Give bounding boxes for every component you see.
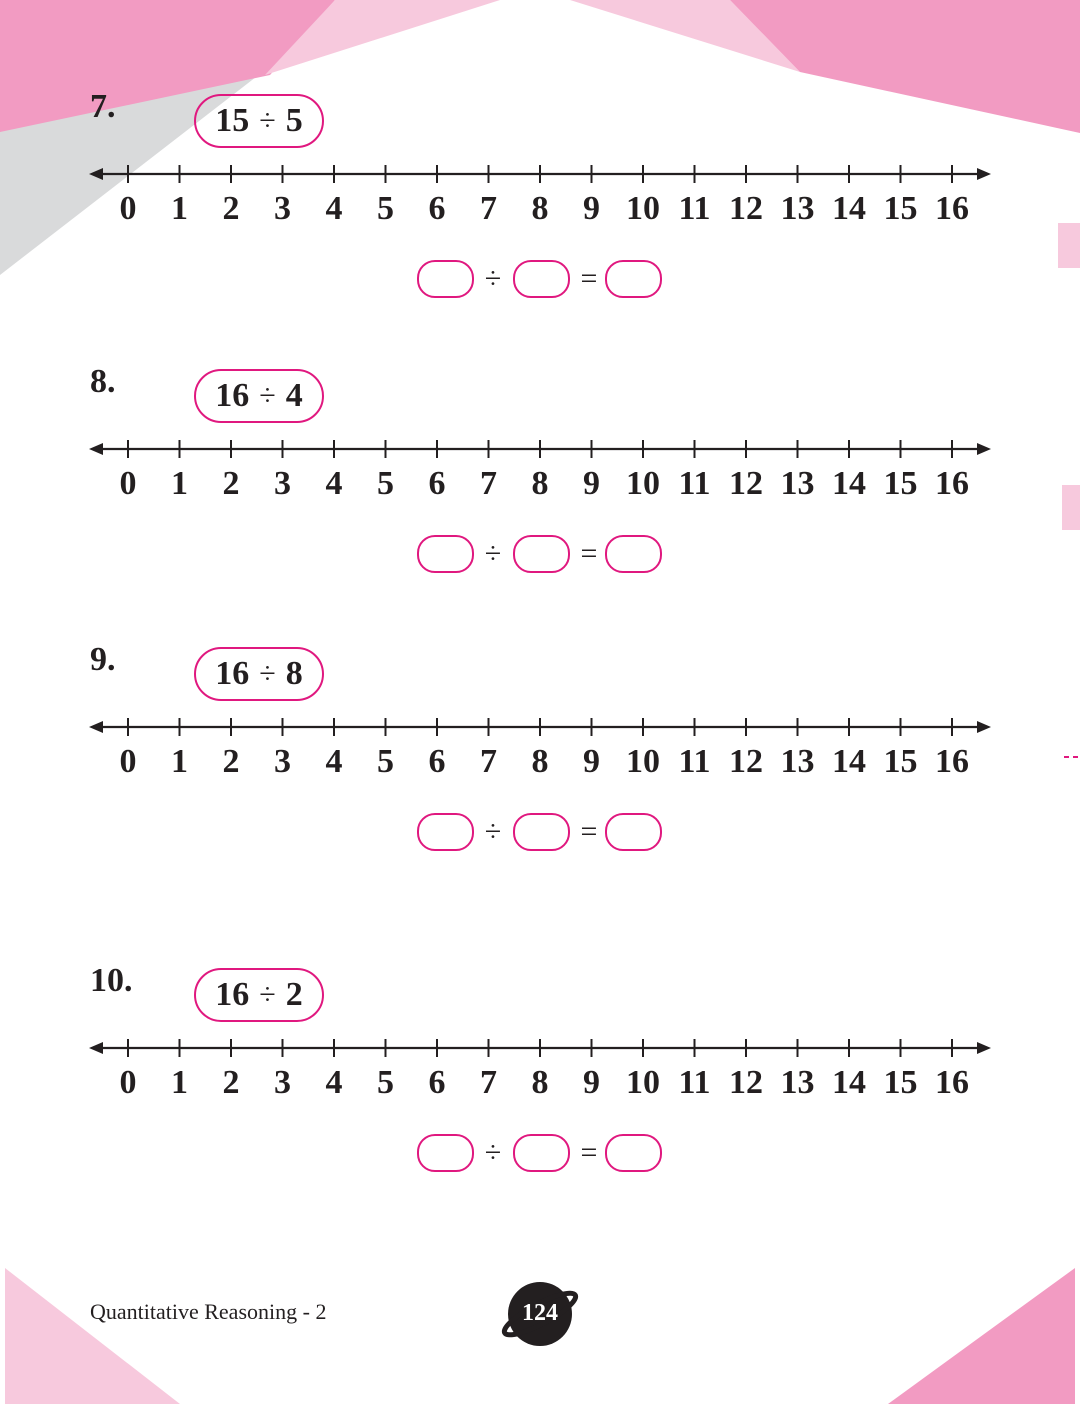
tick-label: 8 — [531, 743, 549, 780]
tick-label: 3 — [274, 465, 291, 502]
answer-divide-symbol: ÷ — [484, 262, 502, 295]
tick-label: 7 — [480, 743, 497, 780]
division-symbol: ÷ — [259, 104, 276, 137]
tick-label: 6 — [428, 743, 446, 780]
tick-label: 10 — [626, 190, 660, 227]
tick-label: 10 — [626, 1064, 660, 1101]
tick-label: 4 — [325, 190, 343, 227]
division-expression — [194, 968, 324, 1022]
tick-label: 9 — [583, 465, 600, 502]
division-expression — [194, 647, 324, 701]
tick-label: 6 — [428, 190, 446, 227]
answer-box-dividend[interactable] — [417, 813, 474, 851]
answer-divide-symbol: ÷ — [484, 1136, 502, 1169]
tick-label: 9 — [583, 1064, 600, 1101]
answer-divide-symbol: ÷ — [484, 815, 502, 848]
tick-label: 14 — [832, 190, 866, 227]
tick-label: 13 — [780, 1064, 815, 1101]
tick-label: 16 — [935, 465, 969, 502]
question-number: 9. — [90, 641, 116, 678]
number-line — [0, 439, 1080, 509]
answer-equals-symbol: = — [580, 537, 598, 570]
tick-label: 0 — [119, 743, 137, 780]
answer-box-quotient[interactable] — [605, 813, 662, 851]
divisor: 8 — [285, 655, 303, 692]
right-arrow-icon — [977, 168, 991, 180]
division-expression — [194, 94, 324, 148]
tick-label: 15 — [883, 1064, 918, 1101]
tick-label: 1 — [171, 1064, 188, 1101]
tick-label: 13 — [780, 190, 815, 227]
answer-box-divisor[interactable] — [513, 260, 570, 298]
tick-label: 3 — [274, 1064, 291, 1101]
tick-label: 14 — [832, 1064, 866, 1101]
tick-label: 11 — [678, 465, 711, 502]
tick-label: 1 — [171, 465, 188, 502]
tick-label: 16 — [935, 190, 969, 227]
tick-label: 5 — [377, 1064, 394, 1101]
tick-label: 8 — [531, 465, 549, 502]
tick-label: 6 — [428, 1064, 446, 1101]
tick-label: 8 — [531, 190, 549, 227]
tick-label: 7 — [480, 1064, 497, 1101]
dividend: 16 — [215, 655, 250, 692]
tick-label: 15 — [883, 190, 918, 227]
tick-label: 10 — [626, 743, 660, 780]
number-line-axis — [0, 717, 1080, 741]
divisor: 5 — [285, 102, 303, 139]
question-number: 8. — [90, 363, 116, 400]
decor-pink-bottom-right — [888, 1268, 1075, 1404]
dividend: 15 — [215, 102, 250, 139]
tick-label: 5 — [377, 190, 394, 227]
tick-label: 2 — [222, 190, 240, 227]
division-symbol: ÷ — [259, 657, 276, 690]
answer-box-dividend[interactable] — [417, 535, 474, 573]
tick-label: 12 — [729, 190, 763, 227]
tick-label: 4 — [325, 1064, 343, 1101]
answer-box-dividend[interactable] — [417, 1134, 474, 1172]
tick-label: 14 — [832, 465, 866, 502]
decor-light-pink-bottom-left — [5, 1268, 180, 1404]
problem-9 — [0, 643, 1080, 853]
division-expression — [194, 369, 324, 423]
tick-label: 11 — [678, 743, 711, 780]
tick-label: 0 — [119, 465, 137, 502]
tick-label: 12 — [729, 465, 763, 502]
tick-label: 0 — [119, 190, 137, 227]
answer-equals-symbol: = — [580, 262, 598, 295]
tick-label: 3 — [274, 743, 291, 780]
answer-box-divisor[interactable] — [513, 813, 570, 851]
number-line-axis — [0, 439, 1080, 463]
number-line-axis — [0, 164, 1080, 188]
number-line — [0, 717, 1080, 787]
number-line-axis — [0, 1038, 1080, 1062]
tick-label: 14 — [832, 743, 866, 780]
tick-label: 11 — [678, 190, 711, 227]
left-arrow-icon — [89, 168, 103, 180]
tick-label: 0 — [119, 1064, 137, 1101]
number-line — [0, 1038, 1080, 1108]
tick-label: 11 — [678, 1064, 711, 1101]
tick-label: 5 — [377, 743, 394, 780]
tick-label: 13 — [780, 465, 815, 502]
right-arrow-icon — [977, 721, 991, 733]
answer-divide-symbol: ÷ — [484, 537, 502, 570]
right-arrow-icon — [977, 443, 991, 455]
tick-label: 15 — [883, 465, 918, 502]
answer-row — [417, 260, 667, 298]
answer-box-quotient[interactable] — [605, 535, 662, 573]
problem-8 — [0, 365, 1080, 575]
tick-label: 4 — [325, 465, 343, 502]
tick-label: 2 — [222, 743, 240, 780]
left-arrow-icon — [89, 721, 103, 733]
number-line — [0, 164, 1080, 234]
division-symbol: ÷ — [259, 978, 276, 1011]
tick-label: 9 — [583, 190, 600, 227]
tick-label: 12 — [729, 1064, 763, 1101]
tick-label: 10 — [626, 465, 660, 502]
problem-7 — [0, 90, 1080, 300]
tick-label: 8 — [531, 1064, 549, 1101]
dividend: 16 — [215, 377, 250, 414]
tick-label: 3 — [274, 190, 291, 227]
question-number: 7. — [90, 88, 116, 125]
division-symbol: ÷ — [259, 379, 276, 412]
right-arrow-icon — [977, 1042, 991, 1054]
page-number: 124 — [522, 1300, 558, 1326]
answer-row — [417, 1134, 667, 1172]
left-arrow-icon — [89, 1042, 103, 1054]
answer-row — [417, 535, 667, 573]
left-arrow-icon — [89, 443, 103, 455]
book-title: Quantitative Reasoning - 2 — [90, 1299, 327, 1324]
tick-label: 1 — [171, 743, 188, 780]
tick-label: 7 — [480, 190, 497, 227]
divisor: 2 — [285, 976, 303, 1013]
tick-label: 5 — [377, 465, 394, 502]
answer-equals-symbol: = — [580, 815, 598, 848]
tick-label: 16 — [935, 743, 969, 780]
tick-label: 9 — [583, 743, 600, 780]
tick-label: 12 — [729, 743, 763, 780]
answer-box-quotient[interactable] — [605, 260, 662, 298]
divisor: 4 — [285, 377, 303, 414]
answer-equals-symbol: = — [580, 1136, 598, 1169]
tick-label: 1 — [171, 190, 188, 227]
answer-box-divisor[interactable] — [513, 1134, 570, 1172]
tick-label: 15 — [883, 743, 918, 780]
tick-label: 16 — [935, 1064, 969, 1101]
question-number: 10. — [90, 962, 133, 999]
answer-box-divisor[interactable] — [513, 535, 570, 573]
answer-box-quotient[interactable] — [605, 1134, 662, 1172]
dividend: 16 — [215, 976, 250, 1013]
tick-label: 7 — [480, 465, 497, 502]
page-number-badge — [500, 1280, 580, 1350]
tick-label: 13 — [780, 743, 815, 780]
answer-box-dividend[interactable] — [417, 260, 474, 298]
answer-row — [417, 813, 667, 851]
tick-label: 4 — [325, 743, 343, 780]
tick-label: 6 — [428, 465, 446, 502]
tick-label: 2 — [222, 465, 240, 502]
tick-label: 2 — [222, 1064, 240, 1101]
problem-10 — [0, 964, 1080, 1174]
